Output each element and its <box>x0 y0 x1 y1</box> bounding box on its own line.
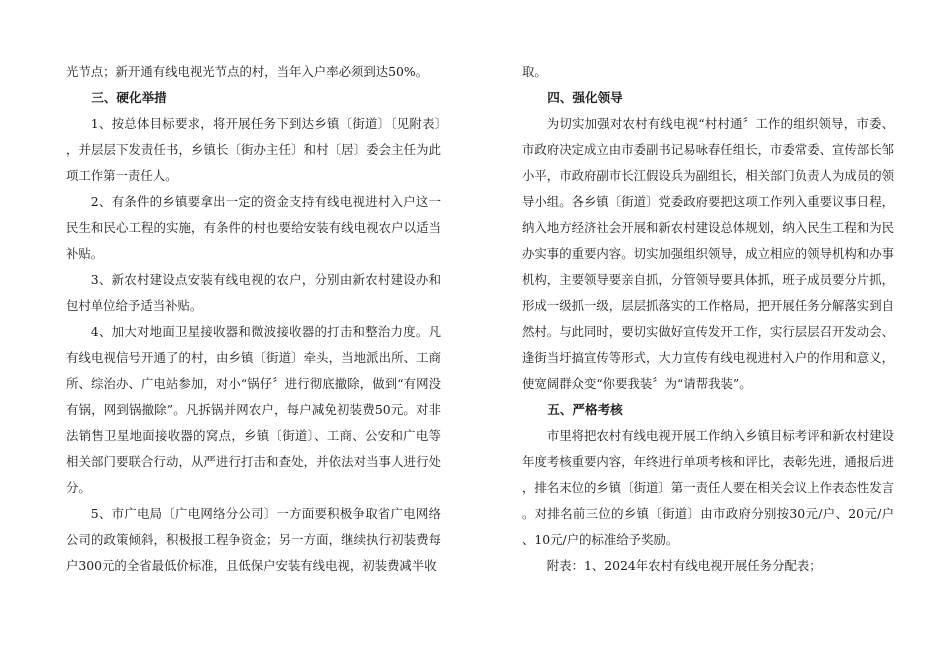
continuation-paragraph: 取。 <box>522 64 547 79</box>
section-3-paragraph-1: 1、按总体目标要求，将开展任务下到达乡镇〔街道〕〔见附表〕，并层层下发责任书，乡镇长〔街办主任〕和村〔居〕委会主任为此项工作第一责任人。 <box>66 116 441 183</box>
section-3-paragraph-5: 5、市广电局〔广电网络分公司〕一方面要积极争取省广电网络公司的政策倾斜，积极报工程争资金；另一方面，继续执行初装费每户300元的全省最低价标准，且低保户安装有线电视，初装费减半收 <box>66 506 441 573</box>
right-column <box>522 59 894 579</box>
left-column <box>66 59 441 579</box>
section-5-heading: 五、严格考核 <box>547 402 623 417</box>
section-3-paragraph-3: 3、新农村建设点安装有线电视的农户，分别由新农村建设办和包村单位给予适当补贴。 <box>66 272 441 313</box>
section-4-paragraph-1: 为切实加强对农村有线电视“村村通〞工作的组织领导，市委、市政府决定成立由市委副书记易咏春任组长，市委常委、宣传部长邹小平，市政府副市长江假设兵为副组长，相关部门负责人为成员的领导小组。各乡镇〔街道〕党委政府要把这项工作列入重要议事日程，纳入地方经济社会开展和新农村建设总体规划，纳入民生工程和为民办实事的重要内容。切实加强组织领导，成立相应的领导机构和办事机构，主要领导要亲自抓，分管领导要具体抓，班子成员要分片抓，形成一级抓一级，层层抓落实的工作格局，把开展任务分解落实到自然村。与此同时，要切实做好宣传发开工作，实行层层召开发动会、逢街当圩搞宣传等形式，大力宣传有线电视进村入户的作用和意义，使宽阔群众变“你要我装〞为“请帮我装”。 <box>522 116 894 391</box>
section-5-paragraph-1: 市里将把农村有线电视开展工作纳入乡镇目标考评和新农村建设年度考核重要内容，年终进行单项考核和评比，表彰先进，通报后进，排名末位的乡镇〔街道〕第一责任人要在相关会议上作表态性发言。对排名前三位的乡镇〔街道〕由市政府分别按30元/户、20元/户、10元/户的标准给予奖励。 <box>522 428 894 547</box>
section-3-paragraph-2: 2、有条件的乡镇要拿出一定的资金支持有线电视进村入户这一民生和民心工程的实施，有条件的村也要给安装有线电视农户以适当补贴。 <box>66 194 441 261</box>
section-3-heading: 三、硬化举措 <box>91 90 167 105</box>
continuation-paragraph: 光节点；新开通有线电视光节点的村，当年入户率必须到达50%。 <box>66 64 429 79</box>
section-3-paragraph-4: 4、加大对地面卫星接收器和微波接收器的打击和整治力度。凡有线电视信号开通了的村，由乡镇〔街道〕牵头，当地派出所、工商所、综治办、广电站参加，对小“锅仔〞进行彻底撤除，做到“有网没有锅，网到锅撤除”。凡拆锅并网农户，每户减免初装费50元。对非法销售卫星地面接收器的窝点，乡镇〔街道〕、工商、公安和广电等相关部门要联合行动，从严进行打击和查处，并依法对当事人进行处分。 <box>66 324 441 495</box>
section-4-heading: 四、强化领导 <box>547 90 623 105</box>
appendix-line: 附表：1、2024年农村有线电视开展任务分配表； <box>546 558 822 573</box>
